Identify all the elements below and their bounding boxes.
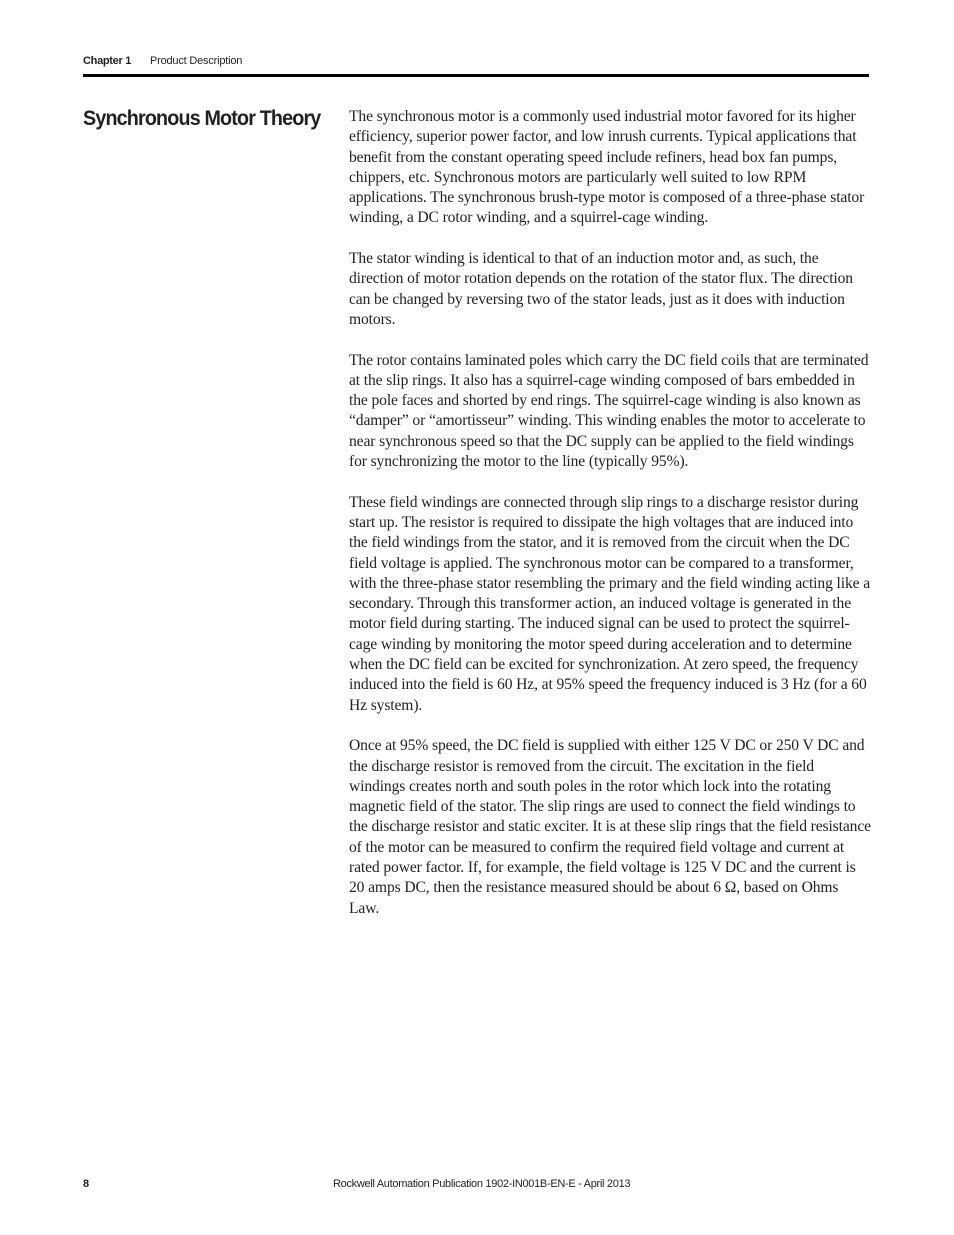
paragraph: These field windings are connected through slip rings to a discharge resistor during start up. The resistor is required to dissipate the high voltages that are induced into the field windings from the stator, and it is removed from the circuit when the DC field voltage is applied. The synchronous motor can be compared to a transformer, with the three-phase stator resembling the primary and the field winding acting like a secondary. Through this transformer action, an induced voltage is generated in the motor field during starting. The induced signal can be used to protect the squirrel-cage winding by monitoring the motor speed during acceleration and to determine when the DC field can be excited for synchronization. At zero speed, the frequency induced into the field is 60 Hz, at 95% speed the frequency induced is 3 Hz (for a 60 Hz system). [349,493,871,714]
publication-info: Rockwell Automation Publication 1902-IN001B-EN-E - April 2013 [333,1178,631,1190]
paragraph: The stator winding is identical to that of an induction motor and, as such, the direction of motor rotation depends on the rotation of the stator flux. The direction can be changed by reversing two of the stator leads, just as it does with induction motors. [349,250,853,328]
chapter-label: Chapter 1 [83,55,132,67]
paragraph: The rotor contains laminated poles which carry the DC field coils that are terminated at the slip rings. It also has a squirrel-cage winding composed of bars embedded in the pole faces and shorted by end rings. The squirrel-cage winding is also known as “damper” or “amortisseur” winding. This winding enables the motor to accelerate to near synchronous speed so that the DC supply can be applied to the field windings for synchronizing the motor to the line (typically 95%). [349,351,869,471]
body-text [349,107,871,919]
chapter-title: Product Description [150,55,243,67]
header-rule [83,74,869,77]
running-header [83,53,869,69]
paragraph: The synchronous motor is a commonly used industrial motor favored for its higher efficiency, superior power factor, and low inrush currents. Typical applications that benefit from the constant operating speed include refiners, head box fan pumps, chippers, etc. Synchronous motors are particularly well suited to low RPM applications. The synchronous brush-type motor is composed of a three-phase stator winding, a DC rotor winding, and a squirrel-cage winding. [349,108,865,227]
section-title: Synchronous Motor Theory [83,107,321,130]
page-number: 8 [83,1178,90,1190]
paragraph: Once at 95% speed, the DC field is supplied with either 125 V DC or 250 V DC and the discharge resistor is removed from the circuit. The excitation in the field windings creates north and south poles in the rotor which lock into the rotating magnetic field of the stator. The slip rings are used to connect the field windings to the discharge resistor and static exciter. It is at these slip rings that the field resistance of the motor can be measured to confirm the required field voltage and current at rated power factor. If, for example, the field voltage is 125 V DC and the current is 20 amps DC, then the resistance measured should be about 6 Ω, based on Ohms Law. [349,737,871,917]
